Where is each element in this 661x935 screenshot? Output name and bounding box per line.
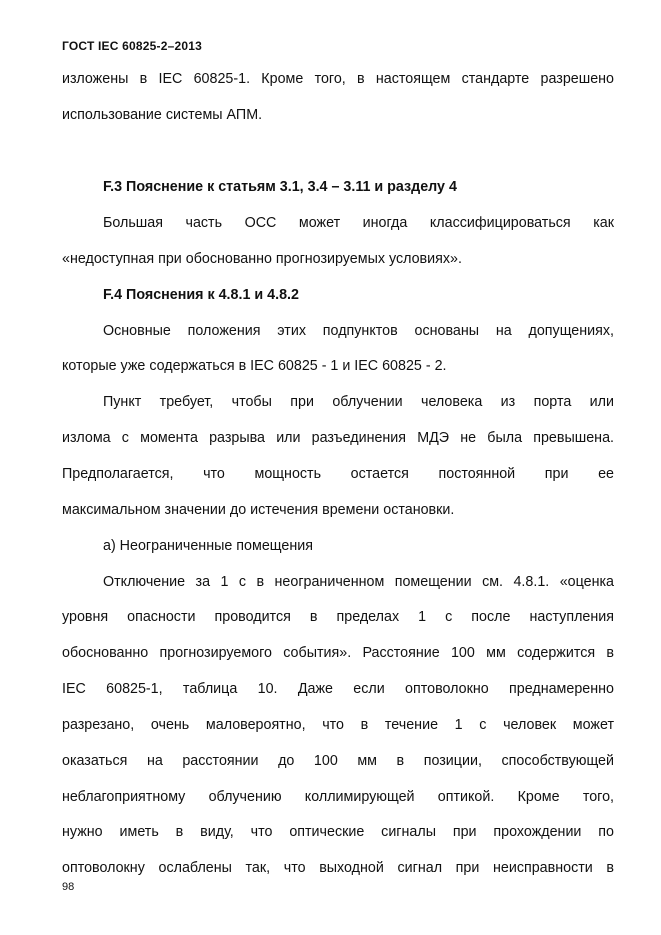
text-line: Предполагается, что мощность остается постоянной при ее (62, 466, 614, 482)
list-item-label: а) Неограниченные помещения (103, 538, 313, 554)
text-line: Основные положения этих подпунктов основаны на допущениях, (103, 323, 614, 339)
text-line: Отключение за 1 с в неограниченном помещении см. 4.8.1. «оценка (103, 574, 614, 590)
text-line: излома с момента разрыва или разъединения МДЭ не была превышена. (62, 430, 614, 446)
text-line: нужно иметь в виду, что оптические сигналы при прохождении по (62, 824, 614, 840)
text-line: оказаться на расстоянии до 100 мм в позиции, способствующей (62, 753, 614, 769)
text-line: Пункт требует, чтобы при облучении человека из порта или (103, 394, 614, 410)
section-heading-f3: F.3 Пояснение к статьям 3.1, 3.4 – 3.11 и разделу 4 (103, 179, 457, 195)
text-line: максимальном значении до истечения времени остановки. (62, 502, 455, 518)
page-number: 98 (62, 881, 75, 893)
text-line: неблагоприятному облучению коллимирующей оптикой. Кроме того, (62, 789, 614, 805)
section-heading-f4: F.4 Пояснения к 4.8.1 и 4.8.2 (103, 287, 299, 303)
text-line: уровня опасности проводится в пределах 1 с после наступления (62, 609, 614, 625)
text-line: разрезано, очень маловероятно, что в течение 1 с человек может (62, 717, 614, 733)
text-line: Большая часть ОСС может иногда классифицироваться как (103, 215, 614, 231)
document-header: ГОСТ IEC 60825-2–2013 (62, 39, 202, 53)
text-line: IEC 60825-1, таблица 10. Даже если оптоволокно преднамеренно (62, 681, 614, 697)
text-line: «недоступная при обоснованно прогнозируемых условиях». (62, 251, 462, 267)
text-line: обоснованно прогнозируемого события». Расстояние 100 мм содержится в (62, 645, 614, 661)
text-line: оптоволокну ослаблены так, что выходной сигнал при неисправности в (62, 860, 614, 876)
text-line: изложены в IEC 60825-1. Кроме того, в настоящем стандарте разрешено (62, 71, 614, 87)
text-line: использование системы АПМ. (62, 107, 263, 123)
text-line: которые уже содержаться в IEC 60825 - 1 и IEC 60825 - 2. (62, 358, 447, 374)
